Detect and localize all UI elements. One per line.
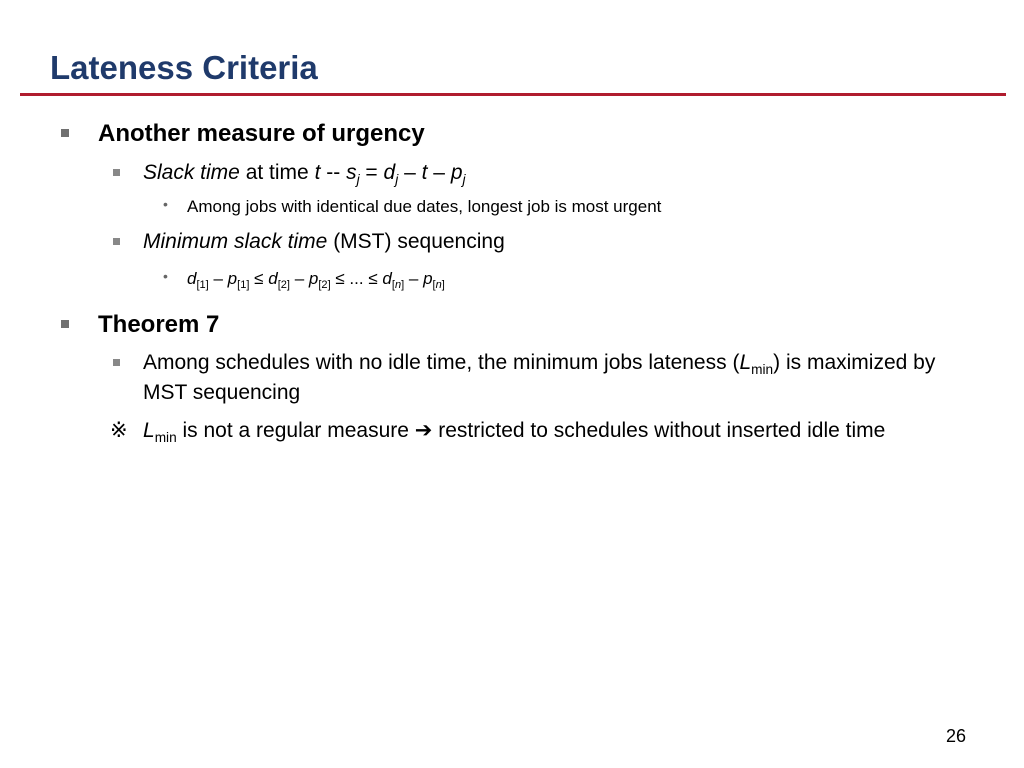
slide-title: Lateness Criteria [50,49,318,86]
var-d: d [383,161,396,184]
bullet-text: Theorem 7 [98,311,220,338]
var-n: n [394,278,402,291]
square-bullet-icon [61,129,69,137]
subscript-index: [1] [237,278,250,291]
subscript-index [392,279,404,291]
text-at-time: at time [239,161,315,184]
bracket-close: ] [401,278,405,291]
subscript-j: j [395,171,399,187]
subscript-j: j [356,171,360,187]
var-t: t [421,161,428,184]
text-dashes: -- [320,161,347,184]
var-L: L [143,419,155,442]
bullet-another-measure [98,119,425,149]
var-d: d [268,269,278,288]
subscript-index: [2] [277,278,290,291]
bullet-inequality-chain [187,268,445,290]
text-minus: – [404,269,424,288]
text-minus: – [427,161,451,184]
bullet-text: Among jobs with identical due dates, longest job is most urgent [187,197,662,216]
subscript-index: [1] [196,278,209,291]
text-after-arrow: restricted to schedules without inserted idle time [432,419,886,442]
text-minus: – [208,269,228,288]
bracket-close: ] [441,278,445,291]
var-s: s [346,161,357,184]
square-bullet-icon [113,169,120,176]
subscript-index [433,279,445,291]
bracket-open: [ [432,278,436,291]
page-number: 26 [945,726,966,746]
bullet-minimum-slack-time [143,227,505,257]
text-before-arrow: is not a regular measure [176,419,415,442]
bullet-theorem-7 [98,310,219,340]
var-d: d [382,269,392,288]
var-t: t [314,161,321,184]
text-before: Among schedules with no idle time, the minimum jobs lateness ( [143,351,740,374]
text-minus: – [289,269,309,288]
mst-rest: (MST) sequencing [327,230,505,253]
subscript-min: min [751,361,774,377]
arrow-right-icon: ➔ [414,419,433,442]
text-equals: = [359,161,384,184]
bullet-among-schedules [143,348,963,408]
var-L: L [739,351,752,374]
var-p: p [423,269,433,288]
var-p: p [227,269,238,288]
note-lmin-not-regular [143,416,963,446]
subscript-min: min [154,429,177,445]
text-leq: ≤ [249,269,269,288]
dot-bullet-icon: • [163,196,168,212]
title-underline [20,93,1006,96]
bracket-open: [ [391,278,395,291]
dot-bullet-icon: • [163,268,168,284]
var-d: d [187,269,197,288]
var-p: p [308,269,319,288]
square-bullet-icon [61,320,69,328]
slack-time-term: Slack time [143,161,240,184]
subscript-index: [2] [318,278,331,291]
text-minus: – [398,161,422,184]
var-p: p [450,161,463,184]
text-leq-ellipsis: ≤ ... ≤ [330,269,383,288]
square-bullet-icon [113,238,120,245]
text-after: ) is maximized by MST sequencing [143,351,936,404]
square-bullet-icon [113,359,120,366]
bullet-identical-due-dates [187,196,661,218]
bullet-slack-time [143,158,466,188]
var-n: n [435,278,442,291]
reference-mark-icon: ※ [110,419,128,442]
bullet-text: Another measure of urgency [98,120,425,147]
subscript-j: j [462,171,466,187]
mst-term: Minimum slack time [143,230,328,253]
